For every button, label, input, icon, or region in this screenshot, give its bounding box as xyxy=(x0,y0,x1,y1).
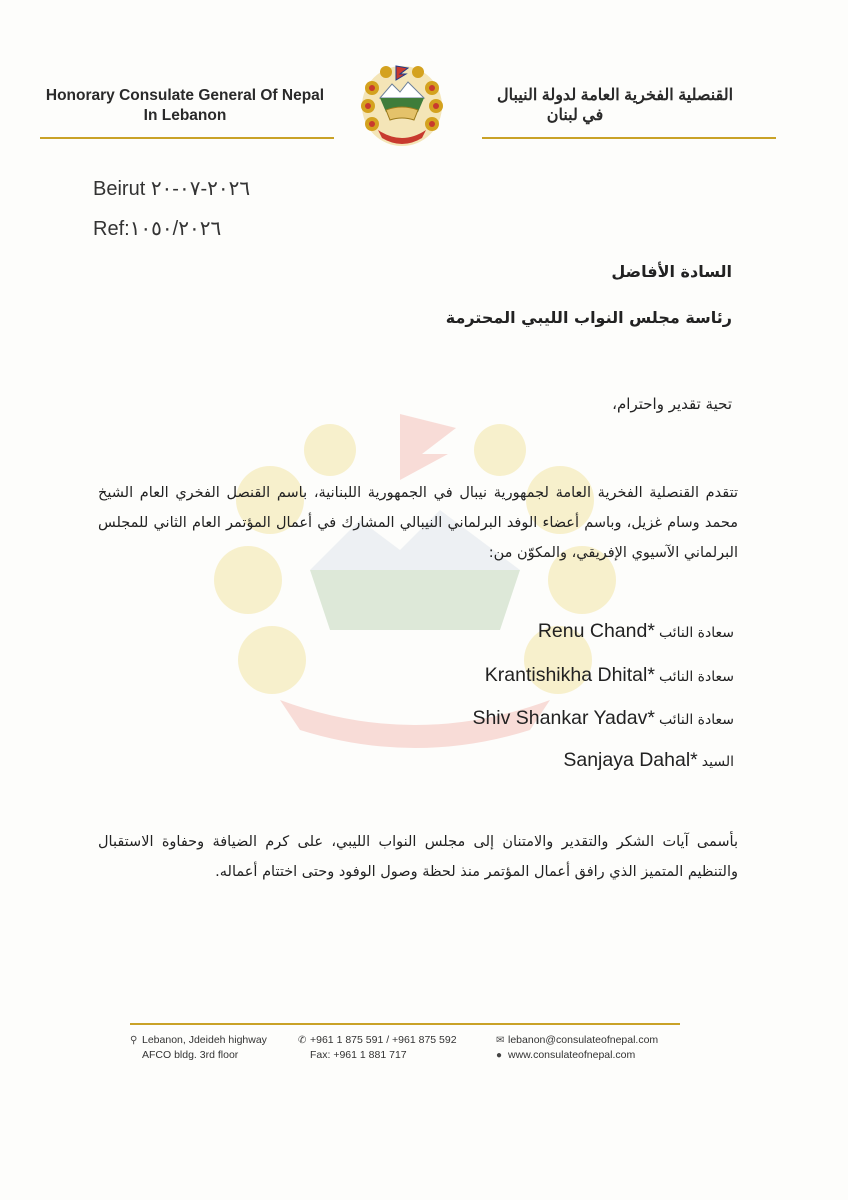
delegate-title: سعادة النائب xyxy=(658,712,734,728)
emblem-watermark xyxy=(200,410,630,750)
header-org-english xyxy=(40,86,330,126)
delegate-name: Sanjaya Dahal* xyxy=(563,749,698,771)
footer-phone xyxy=(298,1033,457,1062)
delegate-item xyxy=(563,749,734,772)
phone-numbers: +961 1 875 591 / +961 875 592 xyxy=(310,1034,457,1046)
greeting: تحية تقدير واحترام، xyxy=(612,395,732,413)
address-line1: Lebanon, Jdeideh highway xyxy=(142,1034,267,1046)
delegate-title: السيد xyxy=(701,754,734,770)
addressee: رئاسة مجلس النواب الليبي المحترمة xyxy=(445,308,732,327)
delegate-item xyxy=(538,620,734,643)
delegate-name: Shiv Shankar Yadav* xyxy=(472,707,655,729)
header-org-arabic xyxy=(488,86,772,126)
header-divider-right xyxy=(482,137,776,139)
salutation: السادة الأفاضل xyxy=(611,262,732,281)
paragraph-introduction: تتقدم القنصلية الفخرية العامة لجمهورية نيبال في الجمهورية اللبنانية، باسم القنصل الفخري العام الشيخ محمد وسام غزيل، وباسم أعضاء الوفد البرلماني النيبالي المشارك في أعمال المؤتمر العام الثاني للمجلس البرلماني الآسيوي الإفريقي، والمكوّن من: xyxy=(98,485,738,561)
letter-date: Beirut ٢٠٢٦-٠٧-٢٠ xyxy=(93,178,251,200)
delegate-item xyxy=(472,707,734,730)
delegate-item xyxy=(485,664,734,687)
footer-contact xyxy=(496,1033,658,1063)
nepal-emblem-icon xyxy=(356,58,448,150)
globe-icon: ● xyxy=(496,1050,503,1061)
header-org-english-line2: In Lebanon xyxy=(143,107,227,124)
delegate-name: Krantishikha Dhital* xyxy=(484,664,655,686)
location-pin-icon: ⚲ xyxy=(130,1035,138,1046)
fax-number: Fax: +961 1 881 717 xyxy=(310,1049,407,1061)
delegate-title: سعادة النائب xyxy=(658,625,734,641)
email-icon: ✉ xyxy=(496,1035,505,1046)
phone-icon: ✆ xyxy=(298,1035,307,1046)
address-line2: AFCO bldg. 3rd floor xyxy=(142,1049,239,1061)
delegate-title: سعادة النائب xyxy=(658,669,734,685)
email-link[interactable]: lebanon@consulateofnepal.com xyxy=(508,1034,659,1046)
header-divider-left xyxy=(40,137,334,139)
paragraph-thanks: بأسمى آيات الشكر والتقدير والامتنان إلى مجلس النواب الليبي، على كرم الضيافة وحفاوة الاستقبال والتنظيم المتميز الذي رافق أعمال المؤتمر منذ لحظة وصول الوفود وحتى اختتام أعماله. xyxy=(98,834,738,880)
website-link[interactable]: www.consulateofnepal.com xyxy=(508,1049,636,1061)
header-org-arabic-line1: القنصلية الفخرية العامة لدولة النيبال xyxy=(496,87,734,104)
header-org-english-line1: Honorary Consulate General Of Nepal xyxy=(45,87,325,104)
footer-divider xyxy=(130,1023,680,1025)
letter-reference: Ref:١٠٥٠/٢٠٢٦ xyxy=(93,218,222,240)
footer-address xyxy=(130,1033,267,1062)
delegate-name: Renu Chand* xyxy=(537,620,655,642)
header-org-arabic-line2: في لبنان xyxy=(546,107,604,124)
